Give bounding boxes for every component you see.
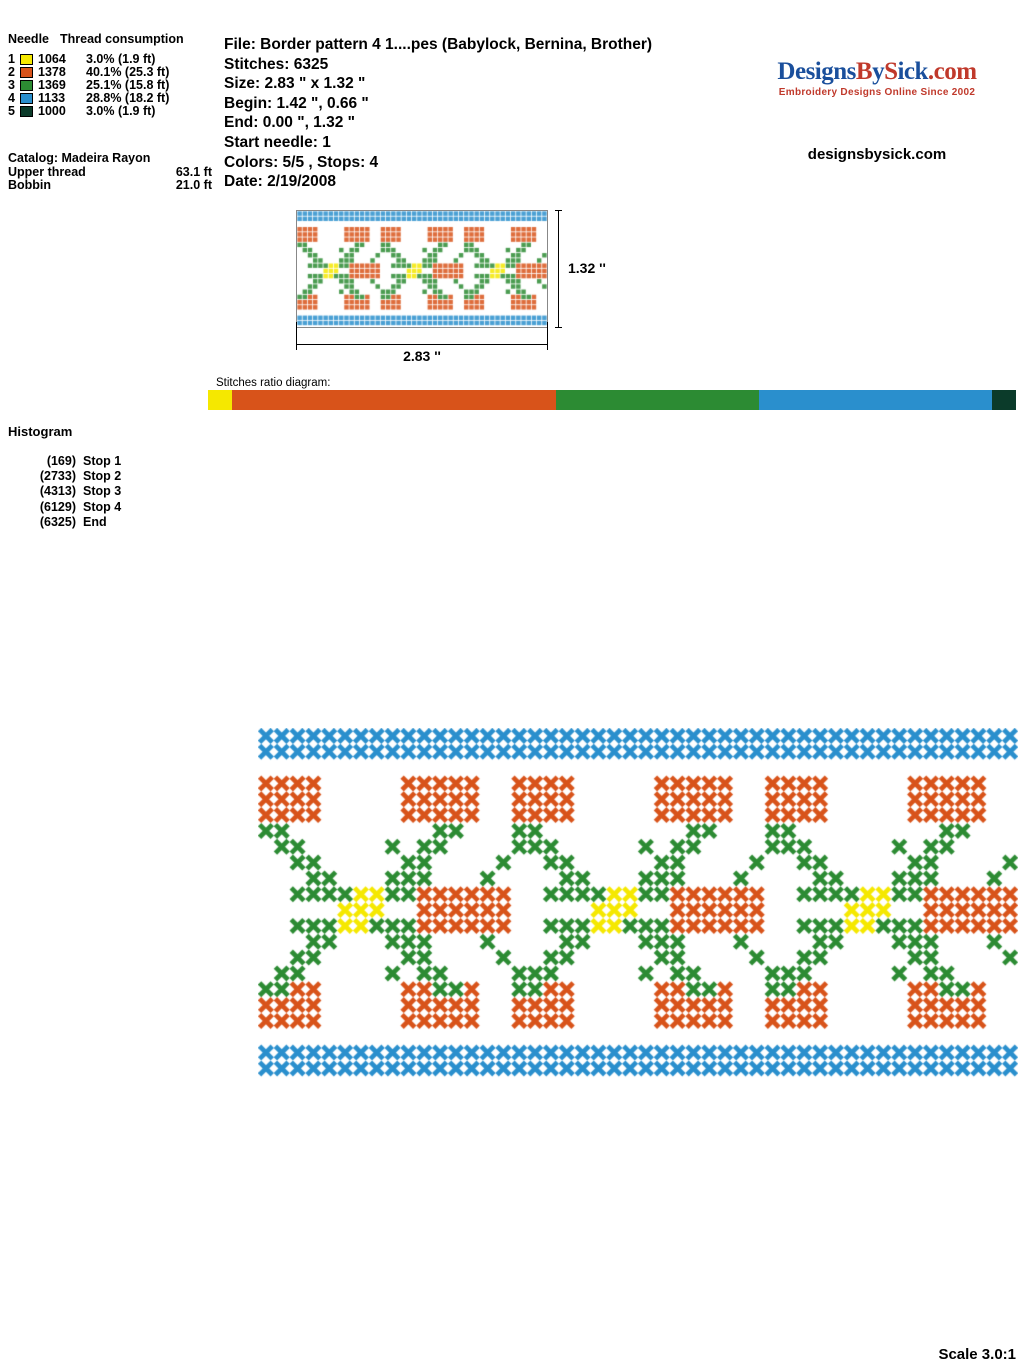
- upper-thread-label: Upper thread: [8, 164, 86, 179]
- histogram-list: [8, 454, 121, 530]
- histogram-row: [8, 500, 121, 515]
- logo-text-s: S: [884, 58, 898, 85]
- histogram-count: (6129): [39, 499, 76, 514]
- thread-consumption-column-header: Thread consumption: [60, 32, 184, 46]
- needle-color-swatch: [20, 80, 33, 91]
- histogram-row: [8, 454, 121, 469]
- logo-wordmark: [752, 58, 1002, 86]
- height-dimension-label: 1.32 '': [568, 260, 606, 276]
- file-name-line: File: Border pattern 4 1....pes (Babylock, Bernina, Brother): [224, 36, 653, 53]
- embroidery-artwork: [258, 728, 1018, 1083]
- histogram-count: (6325): [39, 514, 76, 529]
- begin-line: Begin: 1.42 ", 0.66 ": [224, 94, 369, 112]
- needle-consumption: 3.0% (1.9 ft): [86, 52, 156, 66]
- histogram-label: Stop 2: [83, 469, 122, 484]
- histogram-row: [8, 515, 121, 530]
- colors-stops-line: Colors: 5/5 , Stops: 4: [224, 153, 379, 171]
- logo-text-y: y: [872, 58, 885, 85]
- needle-stitch-count: 1369: [38, 78, 66, 92]
- logo-text-designs: D: [777, 58, 795, 85]
- needle-rows: [8, 53, 216, 118]
- needle-consumption: 25.1% (15.8 ft): [86, 78, 170, 92]
- start-needle-line: Start needle: 1: [224, 133, 331, 151]
- file-info-block: [224, 35, 652, 192]
- histogram-label: Stop 1: [83, 454, 122, 468]
- upper-thread-line: [8, 166, 212, 180]
- logo-text-com: .com: [927, 58, 977, 85]
- needle-index: 2: [8, 65, 15, 79]
- ratio-segment: [759, 390, 992, 410]
- histogram-count: (2733): [39, 469, 76, 484]
- histogram-label: Stop 4: [83, 499, 122, 514]
- ratio-segment: [232, 390, 556, 410]
- needle-consumption: 3.0% (1.9 ft): [86, 104, 156, 118]
- needle-color-swatch: [20, 106, 33, 117]
- needle-thread-table: [8, 32, 216, 118]
- needle-index: 3: [8, 78, 15, 92]
- needle-index: 5: [8, 104, 15, 118]
- needle-row: [8, 105, 216, 118]
- needle-consumption: 28.8% (18.2 ft): [86, 91, 170, 105]
- needle-stitch-count: 1064: [38, 52, 66, 66]
- bobbin-line: [8, 179, 212, 193]
- needle-index: 1: [8, 52, 15, 66]
- needle-stitch-count: 1378: [38, 65, 66, 79]
- needle-consumption: 40.1% (25.3 ft): [86, 65, 170, 79]
- needle-stitch-count: 1000: [38, 104, 66, 118]
- needle-column-header: Needle: [8, 32, 49, 46]
- needle-color-swatch: [20, 93, 33, 104]
- upper-thread-value: 63.1 ft: [175, 164, 212, 179]
- stitches-ratio-bar: [208, 390, 1016, 410]
- needle-table-header: [8, 32, 216, 46]
- catalog-block: [8, 152, 212, 193]
- design-preview-wrapper: [296, 210, 606, 364]
- bobbin-value: 21.0 ft: [175, 178, 212, 192]
- end-line: End: 0.00 ", 1.32 ": [224, 114, 356, 132]
- site-url-text: designsbysick.com: [807, 146, 947, 163]
- histogram-count: (169): [46, 454, 76, 468]
- bobbin-label: Bobbin: [8, 178, 52, 192]
- size-line: Size: 2.83 " x 1.32 ": [224, 75, 366, 93]
- catalog-label: Catalog: Madeira Rayon: [8, 151, 151, 165]
- needle-color-swatch: [20, 67, 33, 78]
- scale-label: Scale 3.0:1: [938, 1346, 1016, 1363]
- logo-text-ick: ick: [897, 58, 928, 85]
- ratio-segment: [992, 390, 1016, 410]
- width-dimension-label: 2.83 '': [403, 348, 441, 364]
- logo-tagline: Embroidery Designs Online Since 2002: [778, 87, 976, 98]
- ratio-segment: [556, 390, 759, 410]
- height-dimension-line: [558, 210, 559, 328]
- designsbysick-logo: [752, 58, 1002, 98]
- histogram-row: [8, 484, 121, 499]
- design-preview-box: [296, 210, 548, 328]
- histogram-count: (4313): [39, 484, 76, 499]
- needle-color-swatch: [20, 54, 33, 65]
- catalog-line: [8, 152, 212, 166]
- embroidery-artwork-canvas: [258, 728, 1018, 1083]
- stitches-ratio-label: Stitches ratio diagram:: [216, 377, 331, 389]
- needle-stitch-count: 1133: [38, 91, 66, 105]
- histogram-row: [8, 469, 121, 484]
- logo-text-esigns: esigns: [794, 58, 856, 85]
- histogram-label: Stop 3: [83, 484, 122, 499]
- ratio-segment: [208, 390, 232, 410]
- stitches-line: Stitches: 6325: [224, 55, 329, 73]
- histogram-label: End: [83, 514, 107, 529]
- logo-text-b: B: [855, 58, 873, 85]
- design-preview-canvas: [297, 211, 547, 327]
- histogram-title: Histogram: [8, 424, 73, 439]
- date-line: Date: 2/19/2008: [224, 173, 337, 191]
- needle-index: 4: [8, 91, 15, 105]
- width-dimension-line: [296, 344, 548, 345]
